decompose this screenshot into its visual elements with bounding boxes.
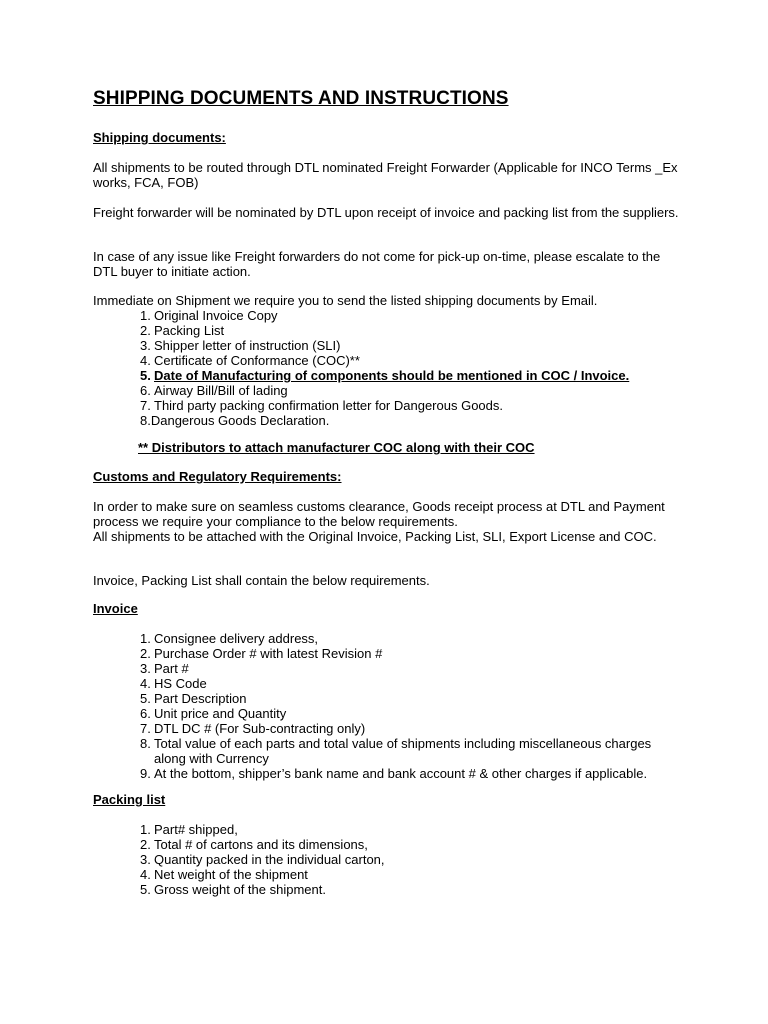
shipping-paragraph-1: All shipments to be routed through DTL nominated Freight Forwarder (Applicable for INCO Terms _Ex works, FCA, FOB) xyxy=(93,160,678,190)
list-item: 2. Purchase Order # with latest Revision # xyxy=(140,646,383,661)
list-item: 4. HS Code xyxy=(140,676,207,691)
list-item: 3. Shipper letter of instruction (SLI) xyxy=(140,338,341,353)
list-item: 4. Net weight of the shipment xyxy=(140,867,308,882)
packing-list-requirements xyxy=(93,822,683,897)
shipping-paragraph-3: In case of any issue like Freight forwarders do not come for pick-up on-time, please escalate to the DTL buyer to initiate action. xyxy=(93,249,661,279)
customs-paragraph-1: In order to make sure on seamless customs clearance, Goods receipt process at DTL and Payment process we require your compliance to the below requirements. xyxy=(93,499,665,529)
list-item: 8. Total value of each parts and total value of shipments including miscellaneous charges along with Currency xyxy=(140,736,652,766)
list-item: 7. DTL DC # (For Sub-contracting only) xyxy=(140,721,366,736)
customs-paragraph-2: All shipments to be attached with the Original Invoice, Packing List, SLI, Export License and COC. xyxy=(93,529,657,544)
invoice-requirements-list xyxy=(93,631,683,781)
shipping-documents-list xyxy=(93,308,683,428)
list-item: 6. Unit price and Quantity xyxy=(140,706,287,721)
page-title: SHIPPING DOCUMENTS AND INSTRUCTIONS xyxy=(93,88,509,109)
list-item: 2. Total # of cartons and its dimensions, xyxy=(140,837,368,852)
list-item: 7. Third party packing confirmation letter for Dangerous Goods. xyxy=(140,398,504,413)
list-item: 2. Packing List xyxy=(140,323,225,338)
shipping-paragraph-4: Immediate on Shipment we require you to send the listed shipping documents by Email. xyxy=(93,293,598,308)
list-item: 1. Consignee delivery address, xyxy=(140,631,319,646)
invoice-heading: Invoice xyxy=(93,601,138,616)
list-item: 3. Quantity packed in the individual carton, xyxy=(140,852,385,867)
list-item: 1. Part# shipped, xyxy=(140,822,238,837)
list-item: 6. Airway Bill/Bill of lading xyxy=(140,383,288,398)
shipping-paragraph-2: Freight forwarder will be nominated by DTL upon receipt of invoice and packing list from the suppliers. xyxy=(93,205,679,220)
list-item: 3. Part # xyxy=(140,661,189,676)
customs-paragraph-3: Invoice, Packing List shall contain the below requirements. xyxy=(93,573,430,588)
shipping-documents-heading: Shipping documents: xyxy=(93,130,226,145)
list-item: 9. At the bottom, shipper’s bank name and bank account # & other charges if applicable. xyxy=(140,766,648,781)
distributor-coc-note: ** Distributors to attach manufacturer COC along with their COC xyxy=(138,440,535,455)
list-item: 5. Part Description xyxy=(140,691,247,706)
list-item-emphasis: 5. Date of Manufacturing of components should be mentioned in COC / Invoice. xyxy=(140,368,630,383)
list-item: 8.Dangerous Goods Declaration. xyxy=(140,413,330,428)
packing-list-heading: Packing list xyxy=(93,792,166,807)
list-item: 5. Gross weight of the shipment. xyxy=(140,882,326,897)
list-item: 1. Original Invoice Copy xyxy=(140,308,278,323)
customs-heading: Customs and Regulatory Requirements: xyxy=(93,469,342,484)
list-item: 4. Certificate of Conformance (COC)** xyxy=(140,353,360,368)
